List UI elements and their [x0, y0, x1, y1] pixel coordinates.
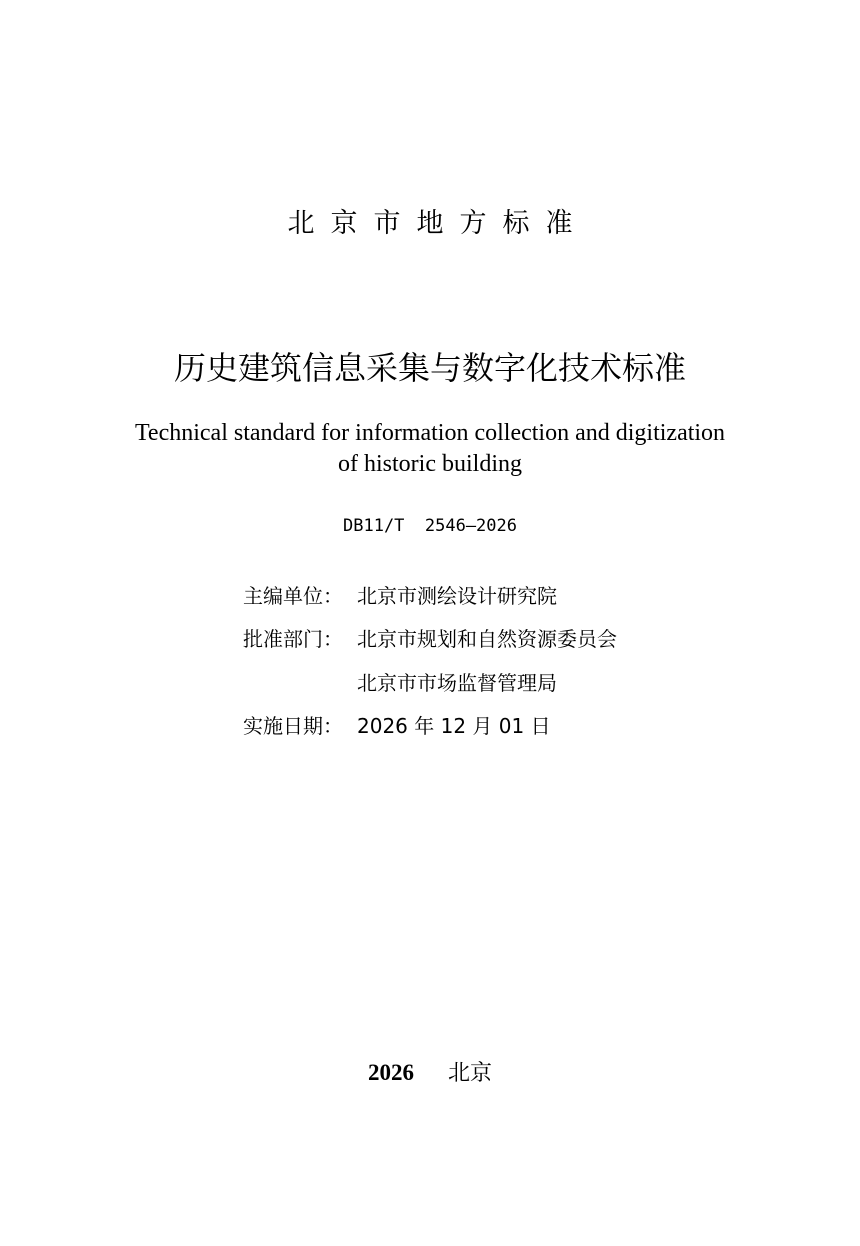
- approval-department-value-2: 北京市市场监督管理局: [357, 671, 557, 695]
- english-title-line-1: Technical standard for information collection and digitization: [134, 420, 726, 446]
- implementation-date-value: 2026 年 12 月 01 日: [357, 714, 551, 738]
- editor-unit-row: [243, 581, 557, 611]
- implementation-date-label: 实施日期：: [243, 714, 343, 738]
- english-title: [80, 418, 780, 480]
- standard-type-heading: 北京市地方标准: [287, 208, 589, 239]
- editor-unit-label: 主编单位：: [243, 584, 343, 608]
- publication-footer: [0, 1057, 860, 1090]
- approval-department-row: [243, 624, 617, 654]
- approval-department-row-2: [243, 668, 557, 698]
- publication-place: 北京: [447, 1061, 492, 1086]
- approval-department-label: 批准部门：: [243, 627, 343, 651]
- english-title-line-2: of historic building: [338, 451, 522, 477]
- editor-unit-value: 北京市测绘设计研究院: [357, 584, 557, 608]
- approval-department-value-1: 北京市规划和自然资源委员会: [357, 627, 617, 651]
- chinese-title: 历史建筑信息采集与数字化技术标准: [173, 349, 686, 387]
- implementation-date-row: [243, 711, 551, 741]
- publication-year: 2026: [367, 1060, 414, 1085]
- standard-number: DB11/T 2546—2026: [343, 516, 517, 536]
